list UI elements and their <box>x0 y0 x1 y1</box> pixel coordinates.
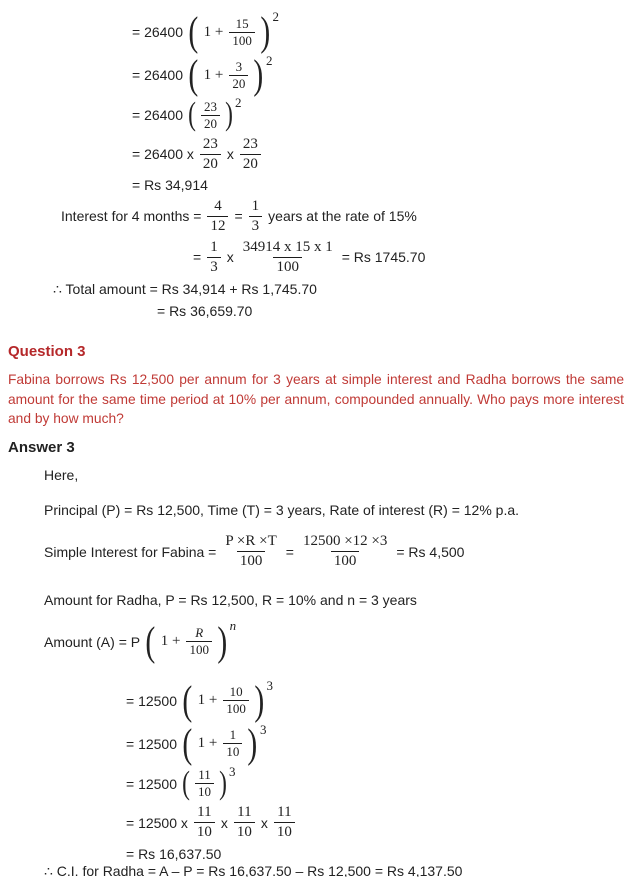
open-paren: ( <box>188 9 199 55</box>
equals-sign: = <box>285 543 294 560</box>
close-paren: ) <box>225 96 233 133</box>
open-paren: ( <box>145 618 156 665</box>
close-paren: ) <box>260 9 271 55</box>
equation-prefix: = 26400 <box>132 67 183 83</box>
open-paren: ( <box>188 96 196 133</box>
fraction <box>229 59 248 91</box>
fraction-denominator: 20 <box>240 154 261 174</box>
fraction <box>249 197 263 236</box>
fraction-numerator: R <box>195 625 204 641</box>
fraction-denominator: 100 <box>273 257 302 277</box>
fraction-denominator: 12 <box>207 216 228 236</box>
fraction-numerator: 11 <box>198 767 211 783</box>
calc-result: = Rs 1745.70 <box>341 249 426 265</box>
formula-prefix: Amount (A) = P <box>44 633 141 650</box>
multiplication-sign: x <box>226 146 234 162</box>
equation-line-3 <box>132 96 639 134</box>
question-body: Fabina borrows Rs 12,500 per annum for 3 years at simple interest and Radha borrows the same amount for the same time period at 10% per annum, compounded annually. Who pays more interest and by how much? <box>8 372 624 426</box>
radha-line: Amount for Radha, P = Rs 12,500, R = 10% and n = 3 years <box>44 591 417 608</box>
fraction-denominator: 20 <box>201 115 220 132</box>
equation-prefix: = 26400 <box>132 107 183 123</box>
fraction-numerator: 10 <box>229 684 243 700</box>
fraction <box>194 803 215 842</box>
fraction-denominator: 100 <box>229 32 255 49</box>
fraction-numerator: 4 <box>214 197 222 214</box>
multiplication-sign: x <box>220 814 228 831</box>
amount-formula-line <box>44 619 639 665</box>
fraction <box>234 803 255 842</box>
equation-line-radha-2 <box>126 720 639 767</box>
close-paren: ) <box>219 765 227 801</box>
paren-inner-term: 1 + <box>160 633 181 649</box>
fraction-denominator: 10 <box>194 822 215 842</box>
fraction-denominator: 3 <box>207 257 221 277</box>
fraction-numerator: 3 <box>235 58 243 74</box>
close-paren: ) <box>253 52 264 98</box>
exponent: n <box>229 617 237 633</box>
equals-sign: = <box>193 249 202 265</box>
open-paren: ( <box>182 765 190 801</box>
fraction-denominator: 100 <box>331 551 360 571</box>
fraction <box>240 135 261 174</box>
fraction-denominator: 3 <box>249 216 263 236</box>
equation-line-radha-4 <box>126 803 639 843</box>
equation-line-radha-3 <box>126 765 639 803</box>
equals-sign: = <box>234 208 243 224</box>
interest-line <box>61 196 639 236</box>
paren-inner-term: 1 + <box>203 66 224 83</box>
multiplication-sign: x <box>260 814 268 831</box>
fraction-numerator: 1 <box>251 197 260 214</box>
compound-interest-conclusion: ∴ C.I. for Radha = A – P = Rs 16,637.50 – Rs 12,500 = Rs 4,137.50 <box>44 863 463 877</box>
total-amount-result: = Rs 36,659.70 <box>157 303 253 319</box>
exponent: 2 <box>266 53 273 68</box>
fraction <box>300 532 390 571</box>
exponent: 3 <box>266 677 274 693</box>
equation-prefix: = 12500 <box>126 692 177 709</box>
equation-prefix: = 12500 x <box>126 814 188 831</box>
fraction-denominator: 10 <box>274 822 295 842</box>
paren-inner-term: 1 + <box>203 23 224 40</box>
fraction-denominator: 20 <box>200 154 221 174</box>
principal-line: Principal (P) = Rs 12,500, Time (T) = 3 years, Rate of interest (R) = 12% p.a. <box>44 501 520 518</box>
fraction-numerator: 1 <box>229 727 237 743</box>
fraction-denominator: 10 <box>195 783 214 800</box>
fraction <box>200 135 221 174</box>
fraction <box>223 684 249 716</box>
answer-heading: Answer 3 <box>8 439 75 456</box>
exponent: 2 <box>272 9 280 24</box>
equation-prefix: = 26400 x <box>132 146 194 162</box>
simple-interest-result: = Rs 4,500 <box>396 543 465 560</box>
fraction-numerator: 11 <box>237 804 252 821</box>
total-amount-line: ∴ Total amount = Rs 34,914 + Rs 1,745.70 <box>53 280 317 297</box>
fraction <box>274 803 295 842</box>
fraction-numerator: 12500 ×12 ×3 <box>302 533 388 550</box>
simple-interest-line <box>44 530 639 574</box>
close-paren: ) <box>217 618 228 665</box>
interest-calc-line <box>193 236 639 278</box>
exponent: 2 <box>235 95 242 110</box>
equation-line-radha-1 <box>126 679 639 723</box>
paren-inner-term: 1 + <box>197 692 218 708</box>
fraction-numerator: 15 <box>235 15 249 31</box>
equation-prefix: = 12500 <box>126 735 177 752</box>
fraction-numerator: 23 <box>202 135 218 152</box>
fraction-denominator: 10 <box>223 743 242 760</box>
fraction-denominator: 10 <box>234 822 255 842</box>
fraction-numerator: 11 <box>197 804 212 821</box>
answer-intro: Here, <box>44 466 79 483</box>
exponent: 3 <box>229 763 236 779</box>
interest-tail: years at the rate of 15% <box>268 208 417 224</box>
paren-inner-term: 1 + <box>197 735 218 751</box>
fraction-denominator: 20 <box>229 75 248 92</box>
close-paren: ) <box>254 677 265 724</box>
equation-line-1 <box>132 10 639 54</box>
fraction <box>207 197 228 236</box>
fraction-numerator: P ×R ×T <box>225 533 277 550</box>
fraction-denominator: 100 <box>186 641 212 658</box>
fraction-numerator: 23 <box>242 135 258 152</box>
fraction <box>195 767 214 799</box>
fraction-numerator: 34914 x 15 x 1 <box>242 238 333 255</box>
fraction <box>222 532 279 571</box>
equation-prefix: = 26400 <box>132 24 183 40</box>
simple-interest-label: Simple Interest for Fabina = <box>44 543 217 560</box>
fraction-numerator: 23 <box>204 98 217 114</box>
equation-prefix: = 12500 <box>126 775 177 792</box>
equation-result-line: = Rs 34,914 <box>132 177 208 193</box>
multiplication-sign: x <box>226 249 234 265</box>
fraction <box>207 238 221 277</box>
fraction <box>229 16 255 48</box>
open-paren: ( <box>182 677 193 724</box>
question-heading: Question 3 <box>8 342 86 360</box>
close-paren: ) <box>247 720 258 767</box>
fraction <box>201 99 220 131</box>
interest-label: Interest for 4 months = <box>61 208 202 224</box>
equation-result-line: = Rs 16,637.50 <box>126 845 222 862</box>
equation-line-2 <box>132 54 639 96</box>
equation-line-4 <box>132 134 639 174</box>
open-paren: ( <box>188 52 199 98</box>
exponent: 3 <box>260 721 267 737</box>
fraction-numerator: 11 <box>277 804 292 821</box>
fraction-numerator: 1 <box>210 238 218 255</box>
fraction <box>223 727 242 759</box>
fraction-denominator: 100 <box>223 700 249 717</box>
fraction <box>240 238 336 277</box>
open-paren: ( <box>182 720 193 767</box>
fraction-denominator: 100 <box>237 551 266 571</box>
fraction <box>186 625 212 657</box>
